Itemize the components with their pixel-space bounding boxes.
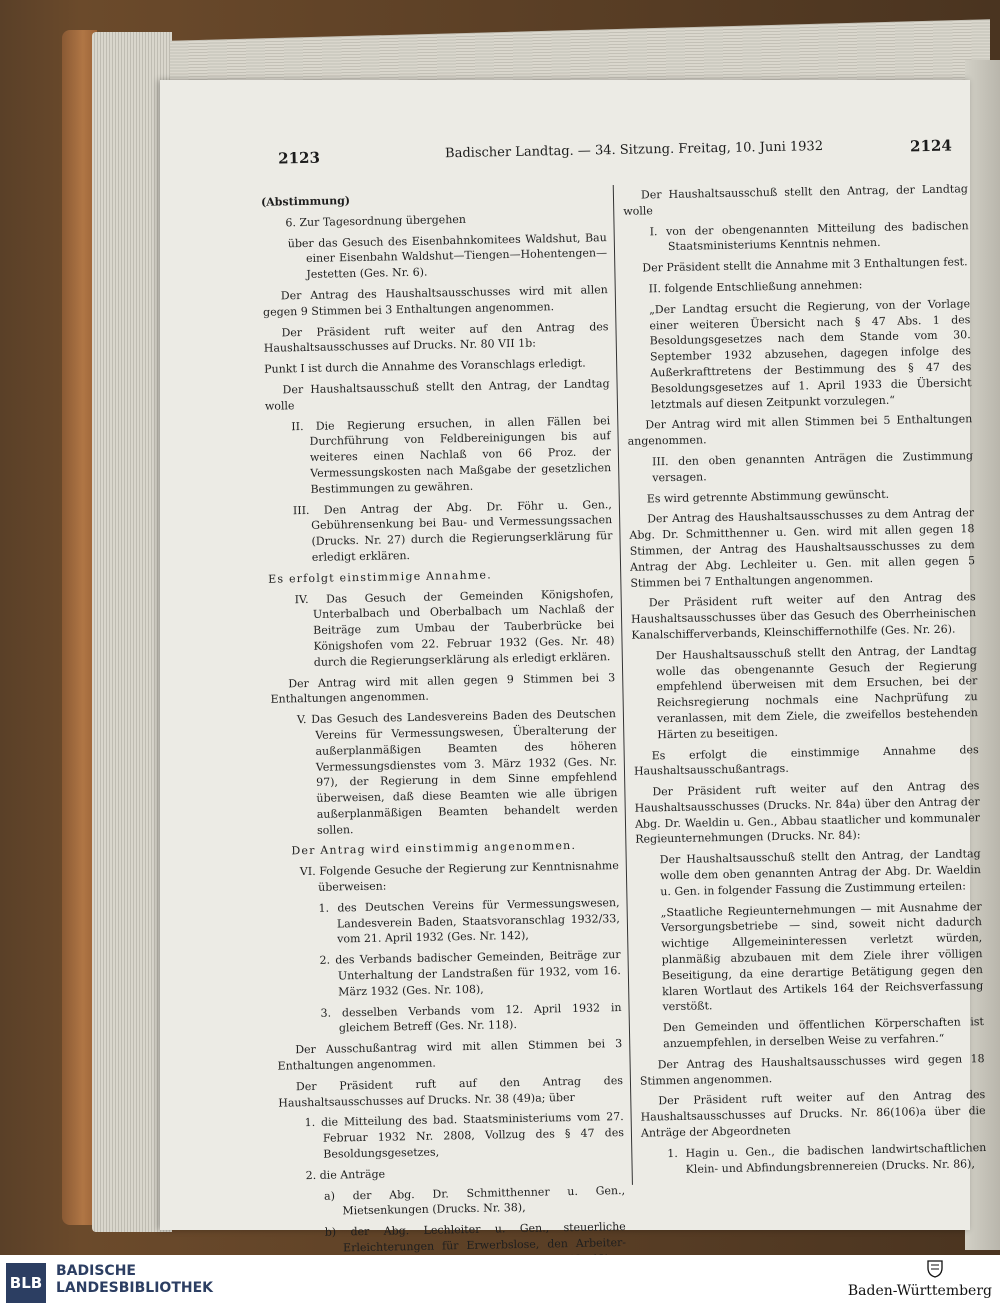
paragraph: Der Antrag des Haushaltsausschusses wird gegen 18 Stimmen angenommen. [639, 1051, 985, 1088]
paragraph: über das Gesuch des Eisenbahnkomitees Waldshut, Bau einer Eisenbahn Waldshut—Tiengen—Hohentengen—Jestetten (Ges. Nr. 6). [287, 230, 608, 282]
paragraph: Der Antrag des Haushaltsausschusses wird mit allen gegen 9 Stimmen bei 3 Enthaltungen angenommen. [262, 283, 608, 319]
paragraph: V. Das Gesuch des Landesvereins Baden des Deutschen Vereins für Vermessungswesen, Überalterung der außerplanmäßigen Beamten des höheren Vermessungsdienstes vom 3. März 1932 (Ges. Nr. 97), der Regierung in dem Sinne empfehlend überweisen, daß diese Beamten wie alle übrigen außerplanmäßigen Beamten behandelt werden sollen. [296, 707, 618, 837]
paragraph: Es erfolgt einstimmige Annahme. [268, 568, 492, 586]
paragraph: 3. desselben Verbands vom 12. April 1932 in gleichem Betreff (Ges. Nr. 118). [320, 1000, 622, 1035]
right-text-column [623, 181, 987, 1183]
paragraph: Der Präsident ruft weiter auf den Antrag des Haushaltsausschusses (Drucks. Nr. 84a) über den Antrag der Abg. Dr. Waeldin u. Gen., Abbau staatlicher und kommunaler Regieunternehmungen (Drucks. Nr. 84): [634, 779, 981, 847]
library-name-line2: LANDESBIBLIOTHEK [56, 1280, 214, 1296]
paragraph: „Staatliche Regieunternehmungen — mit Ausnahme der Versorgungsbetriebe — sind, soweit nicht dadurch wichtige Allgemeininteressen verletzt würden, planmäßig abzubauen mit dem Ziele ihrer völligen Beseitigung, da eine derartige Betätigung gegen den klaren Wortlaut des Artikels 164 der Reichsverfassung verstößt. [660, 899, 984, 1014]
paragraph: VI. Folgende Gesuche der Regierung zur Kenntnisnahme überweisen: [299, 859, 619, 894]
paragraph: II. folgende Entschließung annehmen: [648, 278, 863, 296]
paragraph: Der Haushaltsausschuß stellt den Antrag, der Landtag wolle [264, 377, 610, 413]
paragraph: Punkt I ist durch die Annahme des Voranschlags erledigt. [264, 356, 586, 376]
paragraph: 2. des Verbands badischer Gemeinden, Beiträge zur Unterhaltung der Landstraßen für 1932, vom 16. März 1932 (Ges. Nr. 108), [319, 948, 621, 999]
paragraph: Den Gemeinden und öffentlichen Körperschaften ist anzuempfehlen, in derselben Weise zu verfahren.“ [662, 1015, 984, 1051]
paragraph: Der Antrag wird mit allen gegen 9 Stimmen bei 3 Enthaltungen angenommen. [270, 670, 616, 707]
paragraph: Der Ausschußantrag wird mit allen Stimmen bei 3 Enthaltungen angenommen. [277, 1037, 623, 1073]
left-page-number: 2123 [277, 148, 321, 168]
paragraph: „Der Landtag ersucht die Regierung, von der Vorlage einer weiteren Übersicht nach § 47 Abs. 1 des Besoldungsgesetzes nach dem Stande vom 30. September 1932 abzusehen, dagegen infolge des Außerkrafttretens der Bestimmung des § 47 des Besoldungsgesetzes auf 1. April 1933 die Übersicht letztmals auf diesen Zeitpunkt vorzulegen.“ [649, 296, 972, 411]
page-content [250, 136, 991, 1255]
blb-logo: BLB [6, 1263, 46, 1303]
paragraph: 1. Hagin u. Gen., die badischen landwirtschaftlichen Klein- und Abfindungsbrennereien (Drucks. Nr. 86), [667, 1140, 987, 1176]
paragraph: Der Antrag des Haushaltsausschusses zu dem Antrag der Abg. Dr. Schmitthenner u. Gen. wird mit allen gegen 18 Stimmen, der Antrag des Haushaltsausschusses zu dem Antrag der Abg. Lechleiter u. Gen. mit allen gegen 5 Stimmen bei 7 Enthaltungen angenommen. [629, 506, 976, 590]
paragraph: Der Präsident ruft weiter auf den Antrag des Haushaltsausschusses über das Gesuch des Oberrheinischen Kanalschifferverbands, Kleinschiffernothilfe (Ges. Nr. 26). [630, 590, 977, 642]
paragraph: I. von der obengenannten Mitteilung des badischen Staatsministeriums Kenntnis nehmen. [649, 218, 969, 254]
library-name [56, 1263, 213, 1297]
paragraph: 6. Zur Tagesordnung übergehen [285, 212, 467, 230]
paragraph: Der Haushaltsausschuß stellt den Antrag, der Landtag wolle [623, 182, 969, 218]
paragraph: Der Haushaltsausschuß stellt den Antrag, der Landtag wolle das obengenannte Gesuch der Regierung empfehlend überweisen mit dem Ersuchen, bei der Reichsregierung nochmals eine Nachprüfung zu veranlassen, mit dem Ziele, die zweifellos bestehenden Härten zu beseitigen. [655, 642, 979, 741]
paragraph: II. Die Regierung ersuchen, in allen Fällen bei Durchführung von Feldbereinigungen bis auf weiteres einen Nachlaß von 66 Proz. der Vermessungskosten nach Maßgabe der gesetzlichen Bestimmungen zu gewähren. [291, 413, 612, 496]
paragraph: Der Präsident ruft weiter auf den Antrag des Haushaltsausschusses auf Drucks. Nr. 80 VII 1b: [263, 319, 609, 356]
paragraph: Der Präsident ruft auf den Antrag des Haushaltsausschusses auf Drucks. Nr. 38 (49)a; über [278, 1073, 624, 1110]
running-title: Badischer Landtag. — 34. Sitzung. Freitag, 10. Juni 1932 [444, 139, 824, 162]
library-name-line1: BADISCHE [56, 1263, 136, 1279]
paragraph: Der Präsident stellt die Annahme mit 3 Enthaltungen fest. [642, 255, 968, 275]
footer-bar [0, 1255, 1000, 1305]
left-text-column [261, 188, 627, 1278]
crest-icon [926, 1258, 944, 1278]
paragraph: IV. Das Gesuch der Gemeinden Königshofen, Unterbalbach und Oberbalbach um Nachlaß der Beiträge zum Umbau der Tauberbrücke bei Königshofen vom 22. Februar 1932 (Ges. Nr. 48) durch die Regierungserklärung als erledigt erklären. [294, 586, 615, 669]
paragraph: Der Haushaltsausschuß stellt den Antrag, der Landtag wolle dem oben genannten Antrag der Abg. Dr. Waeldin u. Gen. in folgender Fassung die Zustimmung erteilen: [659, 847, 982, 899]
paragraph: Es erfolgt die einstimmige Annahme des Haushaltsausschußantrags. [633, 742, 979, 779]
paragraph: III. Den Antrag der Abg. Dr. Föhr u. Gen., Gebührensenkung bei Bau- und Vermessungssachen (Drucks. Nr. 27) durch die Regierungserklärung für erledigt erklären. [292, 497, 613, 564]
paragraph: Der Antrag wird einstimmig angenommen. [291, 839, 577, 858]
paragraph: a) der Abg. Dr. Schmitthenner u. Gen., Mietsenkungen (Drucks. Nr. 38), [323, 1183, 626, 1218]
paragraph: III. den oben genannten Anträgen die Zustimmung versagen. [651, 449, 974, 485]
paragraph: 1. die Mitteilung des bad. Staatsministeriums vom 27. Februar 1932 Nr. 2808, Vollzug des § 47 des Besoldungsgesetzes, [304, 1110, 625, 1161]
paragraph: Es wird getrennte Abstimmung gewünscht. [646, 487, 890, 505]
paragraph: 1. des Deutschen Vereins für Vermessungswesen, Landesverein Baden, Staatsvoranschlag 1932/33, vom 21. April 1932 (Ges. Nr. 142), [318, 895, 620, 946]
paragraph: Der Antrag wird mit allen Stimmen bei 5 Enthaltungen angenommen. [627, 412, 973, 448]
paragraph: b) der Abg. Lechleiter u. Gen., steuerliche Erleichterungen für Erwerbslose, den Arbeiter- [324, 1220, 627, 1255]
state-name: Baden-Württemberg [847, 1283, 992, 1299]
paragraph: (Abstimmung) [260, 194, 351, 209]
right-page-number: 2124 [909, 136, 952, 156]
paragraph: Der Präsident ruft weiter auf den Antrag des Haushaltsausschusses auf Drucks. Nr. 86(106)a über die Anträge der Abgeordneten [640, 1088, 986, 1140]
paragraph: 2. die Anträge [305, 1167, 386, 1182]
